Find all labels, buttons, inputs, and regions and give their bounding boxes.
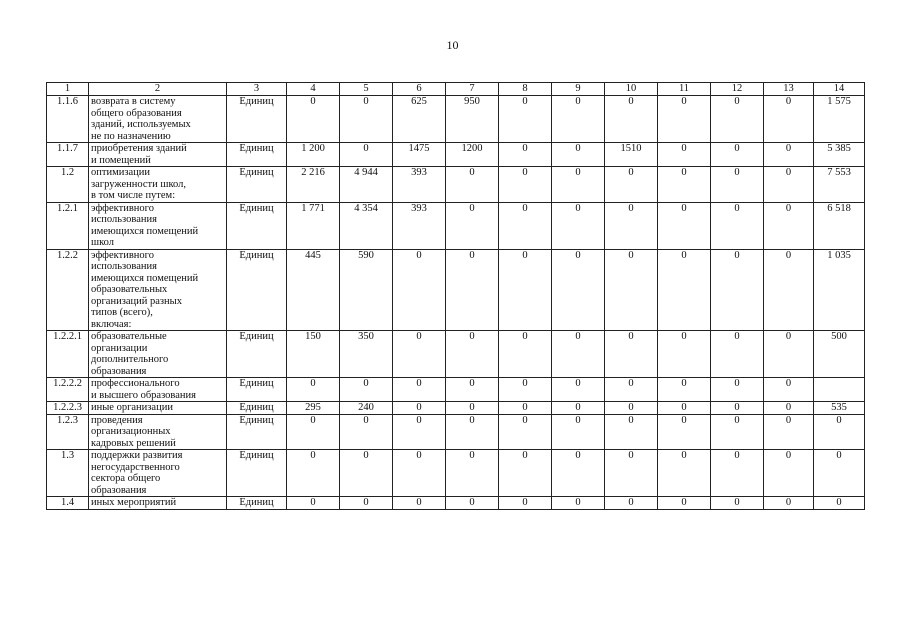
row-name [89, 96, 227, 143]
table-row [47, 249, 865, 331]
row-code: 1.2.2.2 [47, 378, 89, 402]
row-value: 0 [711, 378, 764, 402]
row-value: 0 [446, 402, 499, 415]
row-value: 1 035 [814, 249, 865, 331]
row-value: 1200 [446, 143, 499, 167]
row-value: 0 [658, 378, 711, 402]
row-name-line: в том числе путем: [91, 190, 176, 201]
row-value: 0 [764, 402, 814, 415]
header-cell: 2 [89, 83, 227, 96]
row-value: 0 [287, 497, 340, 510]
row-value: 0 [552, 96, 605, 143]
row-name-line: проведения [91, 414, 143, 426]
row-value: 0 [287, 450, 340, 497]
row-value: 0 [393, 249, 446, 331]
header-cell: 14 [814, 83, 865, 96]
row-code: 1.2.2.3 [47, 402, 89, 415]
row-value: 0 [340, 450, 393, 497]
row-value: 0 [446, 331, 499, 378]
row-value: 350 [340, 331, 393, 378]
row-value: 0 [658, 331, 711, 378]
row-value: 0 [393, 450, 446, 497]
row-value: 0 [711, 202, 764, 249]
row-unit: Единиц [227, 167, 287, 203]
row-unit: Единиц [227, 450, 287, 497]
row-code: 1.2.3 [47, 414, 89, 450]
row-value: 0 [287, 378, 340, 402]
row-value: 0 [499, 96, 552, 143]
row-name-line: организации [91, 342, 148, 354]
row-value: 0 [711, 402, 764, 415]
row-value: 0 [764, 202, 814, 249]
table-row [47, 378, 865, 402]
row-value: 0 [711, 450, 764, 497]
row-value: 0 [340, 414, 393, 450]
row-name-line: профессионального [91, 378, 180, 389]
row-value: 0 [393, 331, 446, 378]
row-name-line: образовательные [91, 331, 167, 342]
row-value: 295 [287, 402, 340, 415]
header-cell: 9 [552, 83, 605, 96]
table-row [47, 331, 865, 378]
row-value: 590 [340, 249, 393, 331]
row-value: 0 [552, 249, 605, 331]
row-value: 0 [764, 167, 814, 203]
table-row [47, 143, 865, 167]
row-unit: Единиц [227, 96, 287, 143]
row-value: 0 [605, 414, 658, 450]
row-value: 950 [446, 96, 499, 143]
row-value: 0 [814, 497, 865, 510]
row-value: 0 [605, 331, 658, 378]
row-value: 0 [499, 331, 552, 378]
row-value: 0 [552, 450, 605, 497]
row-value: 150 [287, 331, 340, 378]
row-value: 0 [499, 167, 552, 203]
row-value: 240 [340, 402, 393, 415]
row-value: 0 [446, 414, 499, 450]
row-value: 0 [764, 96, 814, 143]
row-code: 1.2.2.1 [47, 331, 89, 378]
row-value: 393 [393, 202, 446, 249]
header-cell: 10 [605, 83, 658, 96]
row-value: 0 [764, 497, 814, 510]
row-value: 0 [552, 402, 605, 415]
row-name [89, 497, 227, 510]
row-name-line: поддержки развития [91, 450, 183, 461]
row-value: 0 [605, 96, 658, 143]
row-name-line: имеющихся помещений [91, 225, 199, 237]
row-value: 0 [393, 378, 446, 402]
header-cell: 1 [47, 83, 89, 96]
row-name-line: оптимизации [91, 167, 151, 178]
row-unit: Единиц [227, 143, 287, 167]
row-value: 1 575 [814, 96, 865, 143]
row-value: 0 [446, 202, 499, 249]
row-value: 0 [711, 331, 764, 378]
row-value: 0 [764, 378, 814, 402]
row-name-line: организационных [91, 426, 171, 437]
row-name [89, 378, 227, 402]
row-name [89, 167, 227, 203]
row-value: 0 [287, 96, 340, 143]
row-value: 0 [814, 414, 865, 450]
table-row [47, 497, 865, 510]
row-value: 0 [658, 202, 711, 249]
row-value: 0 [605, 497, 658, 510]
row-value: 0 [499, 202, 552, 249]
row-value: 0 [658, 414, 711, 450]
row-value: 1 771 [287, 202, 340, 249]
row-value: 393 [393, 167, 446, 203]
row-value: 0 [393, 402, 446, 415]
header-cell: 5 [340, 83, 393, 96]
row-value: 0 [764, 249, 814, 331]
row-value: 0 [552, 378, 605, 402]
header-cell: 4 [287, 83, 340, 96]
row-name-line: негосударственного [91, 461, 180, 473]
row-name-line: сектора общего [91, 473, 161, 484]
row-value: 535 [814, 402, 865, 415]
row-unit: Единиц [227, 202, 287, 249]
row-code: 1.3 [47, 450, 89, 497]
row-value: 1475 [393, 143, 446, 167]
row-value: 625 [393, 96, 446, 143]
table-row [47, 202, 865, 249]
row-value: 0 [605, 378, 658, 402]
row-unit: Единиц [227, 249, 287, 331]
row-name-line: загруженности школ, [91, 178, 186, 190]
row-value: 4 944 [340, 167, 393, 203]
table-body [47, 96, 865, 510]
row-value: 0 [446, 450, 499, 497]
header-cell: 3 [227, 83, 287, 96]
row-value: 0 [658, 450, 711, 497]
row-value: 0 [711, 143, 764, 167]
row-value: 6 518 [814, 202, 865, 249]
row-value: 0 [499, 497, 552, 510]
row-value: 5 385 [814, 143, 865, 167]
row-value: 0 [711, 249, 764, 331]
row-value: 0 [552, 167, 605, 203]
row-value: 0 [446, 378, 499, 402]
row-value: 445 [287, 249, 340, 331]
row-code: 1.4 [47, 497, 89, 510]
row-value: 0 [287, 414, 340, 450]
row-name-line: иные организации [91, 402, 173, 413]
table-row [47, 96, 865, 143]
row-value: 0 [446, 497, 499, 510]
row-name-line: возврата в систему [91, 96, 176, 107]
row-name-line: дополнительного [91, 354, 169, 365]
row-name [89, 331, 227, 378]
row-value: 0 [340, 497, 393, 510]
row-value: 0 [552, 497, 605, 510]
row-value [814, 378, 865, 402]
row-value: 0 [393, 497, 446, 510]
row-value: 0 [499, 378, 552, 402]
row-name-line: общего образования [91, 107, 182, 119]
table-row [47, 450, 865, 497]
row-name-line: и высшего образования [91, 389, 196, 401]
row-value: 0 [658, 167, 711, 203]
row-value: 0 [711, 96, 764, 143]
header-row [47, 83, 865, 96]
row-value: 0 [499, 143, 552, 167]
row-value: 0 [764, 450, 814, 497]
row-name-line: образования [91, 484, 147, 496]
row-code: 1.2.2 [47, 249, 89, 331]
row-unit: Единиц [227, 331, 287, 378]
row-name [89, 143, 227, 167]
row-value: 0 [552, 331, 605, 378]
table-row [47, 414, 865, 450]
row-value: 0 [499, 402, 552, 415]
header-cell: 8 [499, 83, 552, 96]
row-name-line: не по назначению [91, 130, 171, 142]
row-value: 500 [814, 331, 865, 378]
row-value: 0 [764, 331, 814, 378]
row-name-line: использования [91, 214, 157, 225]
row-value: 1510 [605, 143, 658, 167]
row-value: 0 [340, 96, 393, 143]
row-value: 0 [552, 143, 605, 167]
row-value: 2 216 [287, 167, 340, 203]
row-name-line: кадровых решений [91, 437, 176, 449]
row-value: 0 [340, 143, 393, 167]
row-name-line: включая: [91, 318, 132, 330]
row-value: 0 [658, 402, 711, 415]
row-name [89, 414, 227, 450]
row-name-line: типов (всего), [91, 307, 153, 318]
row-name [89, 249, 227, 331]
row-value: 0 [764, 414, 814, 450]
row-value: 0 [711, 167, 764, 203]
row-value: 0 [711, 497, 764, 510]
row-code: 1.2 [47, 167, 89, 203]
row-name-line: иных мероприятий [91, 497, 177, 508]
table-row [47, 167, 865, 203]
row-value: 0 [711, 414, 764, 450]
row-value: 0 [552, 414, 605, 450]
row-value: 0 [393, 414, 446, 450]
row-name-line: имеющихся помещений [91, 272, 199, 284]
table-row [47, 402, 865, 415]
row-unit: Единиц [227, 414, 287, 450]
data-table [46, 82, 865, 510]
row-value: 4 354 [340, 202, 393, 249]
row-value: 0 [446, 167, 499, 203]
row-value: 0 [658, 497, 711, 510]
row-value: 7 553 [814, 167, 865, 203]
header-cell: 6 [393, 83, 446, 96]
row-value: 0 [658, 143, 711, 167]
row-name [89, 450, 227, 497]
row-code: 1.1.6 [47, 96, 89, 143]
row-value: 0 [552, 202, 605, 249]
row-value: 0 [814, 450, 865, 497]
row-value: 0 [605, 202, 658, 249]
header-cell: 11 [658, 83, 711, 96]
row-value: 0 [658, 96, 711, 143]
header-cell: 7 [446, 83, 499, 96]
header-cell: 13 [764, 83, 814, 96]
row-value: 0 [605, 402, 658, 415]
row-value: 0 [605, 249, 658, 331]
row-name-line: и помещений [91, 154, 151, 166]
row-name-line: образовательных [91, 284, 168, 295]
row-value: 0 [499, 249, 552, 331]
row-name-line: образования [91, 365, 147, 377]
row-value: 1 200 [287, 143, 340, 167]
row-name [89, 202, 227, 249]
row-name-line: эффективного [91, 249, 154, 261]
row-unit: Единиц [227, 402, 287, 415]
row-value: 0 [605, 450, 658, 497]
row-value: 0 [658, 249, 711, 331]
row-unit: Единиц [227, 497, 287, 510]
row-name-line: эффективного [91, 202, 154, 214]
row-name-line: использования [91, 261, 157, 272]
row-value: 0 [499, 450, 552, 497]
row-unit: Единиц [227, 378, 287, 402]
row-code: 1.1.7 [47, 143, 89, 167]
header-cell: 12 [711, 83, 764, 96]
row-value: 0 [605, 167, 658, 203]
row-name-line: школ [91, 237, 115, 248]
row-value: 0 [340, 378, 393, 402]
row-value: 0 [499, 414, 552, 450]
row-value: 0 [764, 143, 814, 167]
row-name [89, 402, 227, 415]
row-name-line: зданий, используемых [91, 119, 191, 130]
row-name-line: организаций разных [91, 295, 182, 307]
row-name-line: приобретения зданий [91, 143, 187, 154]
page-number: 10 [446, 38, 459, 52]
row-value: 0 [446, 249, 499, 331]
row-code: 1.2.1 [47, 202, 89, 249]
